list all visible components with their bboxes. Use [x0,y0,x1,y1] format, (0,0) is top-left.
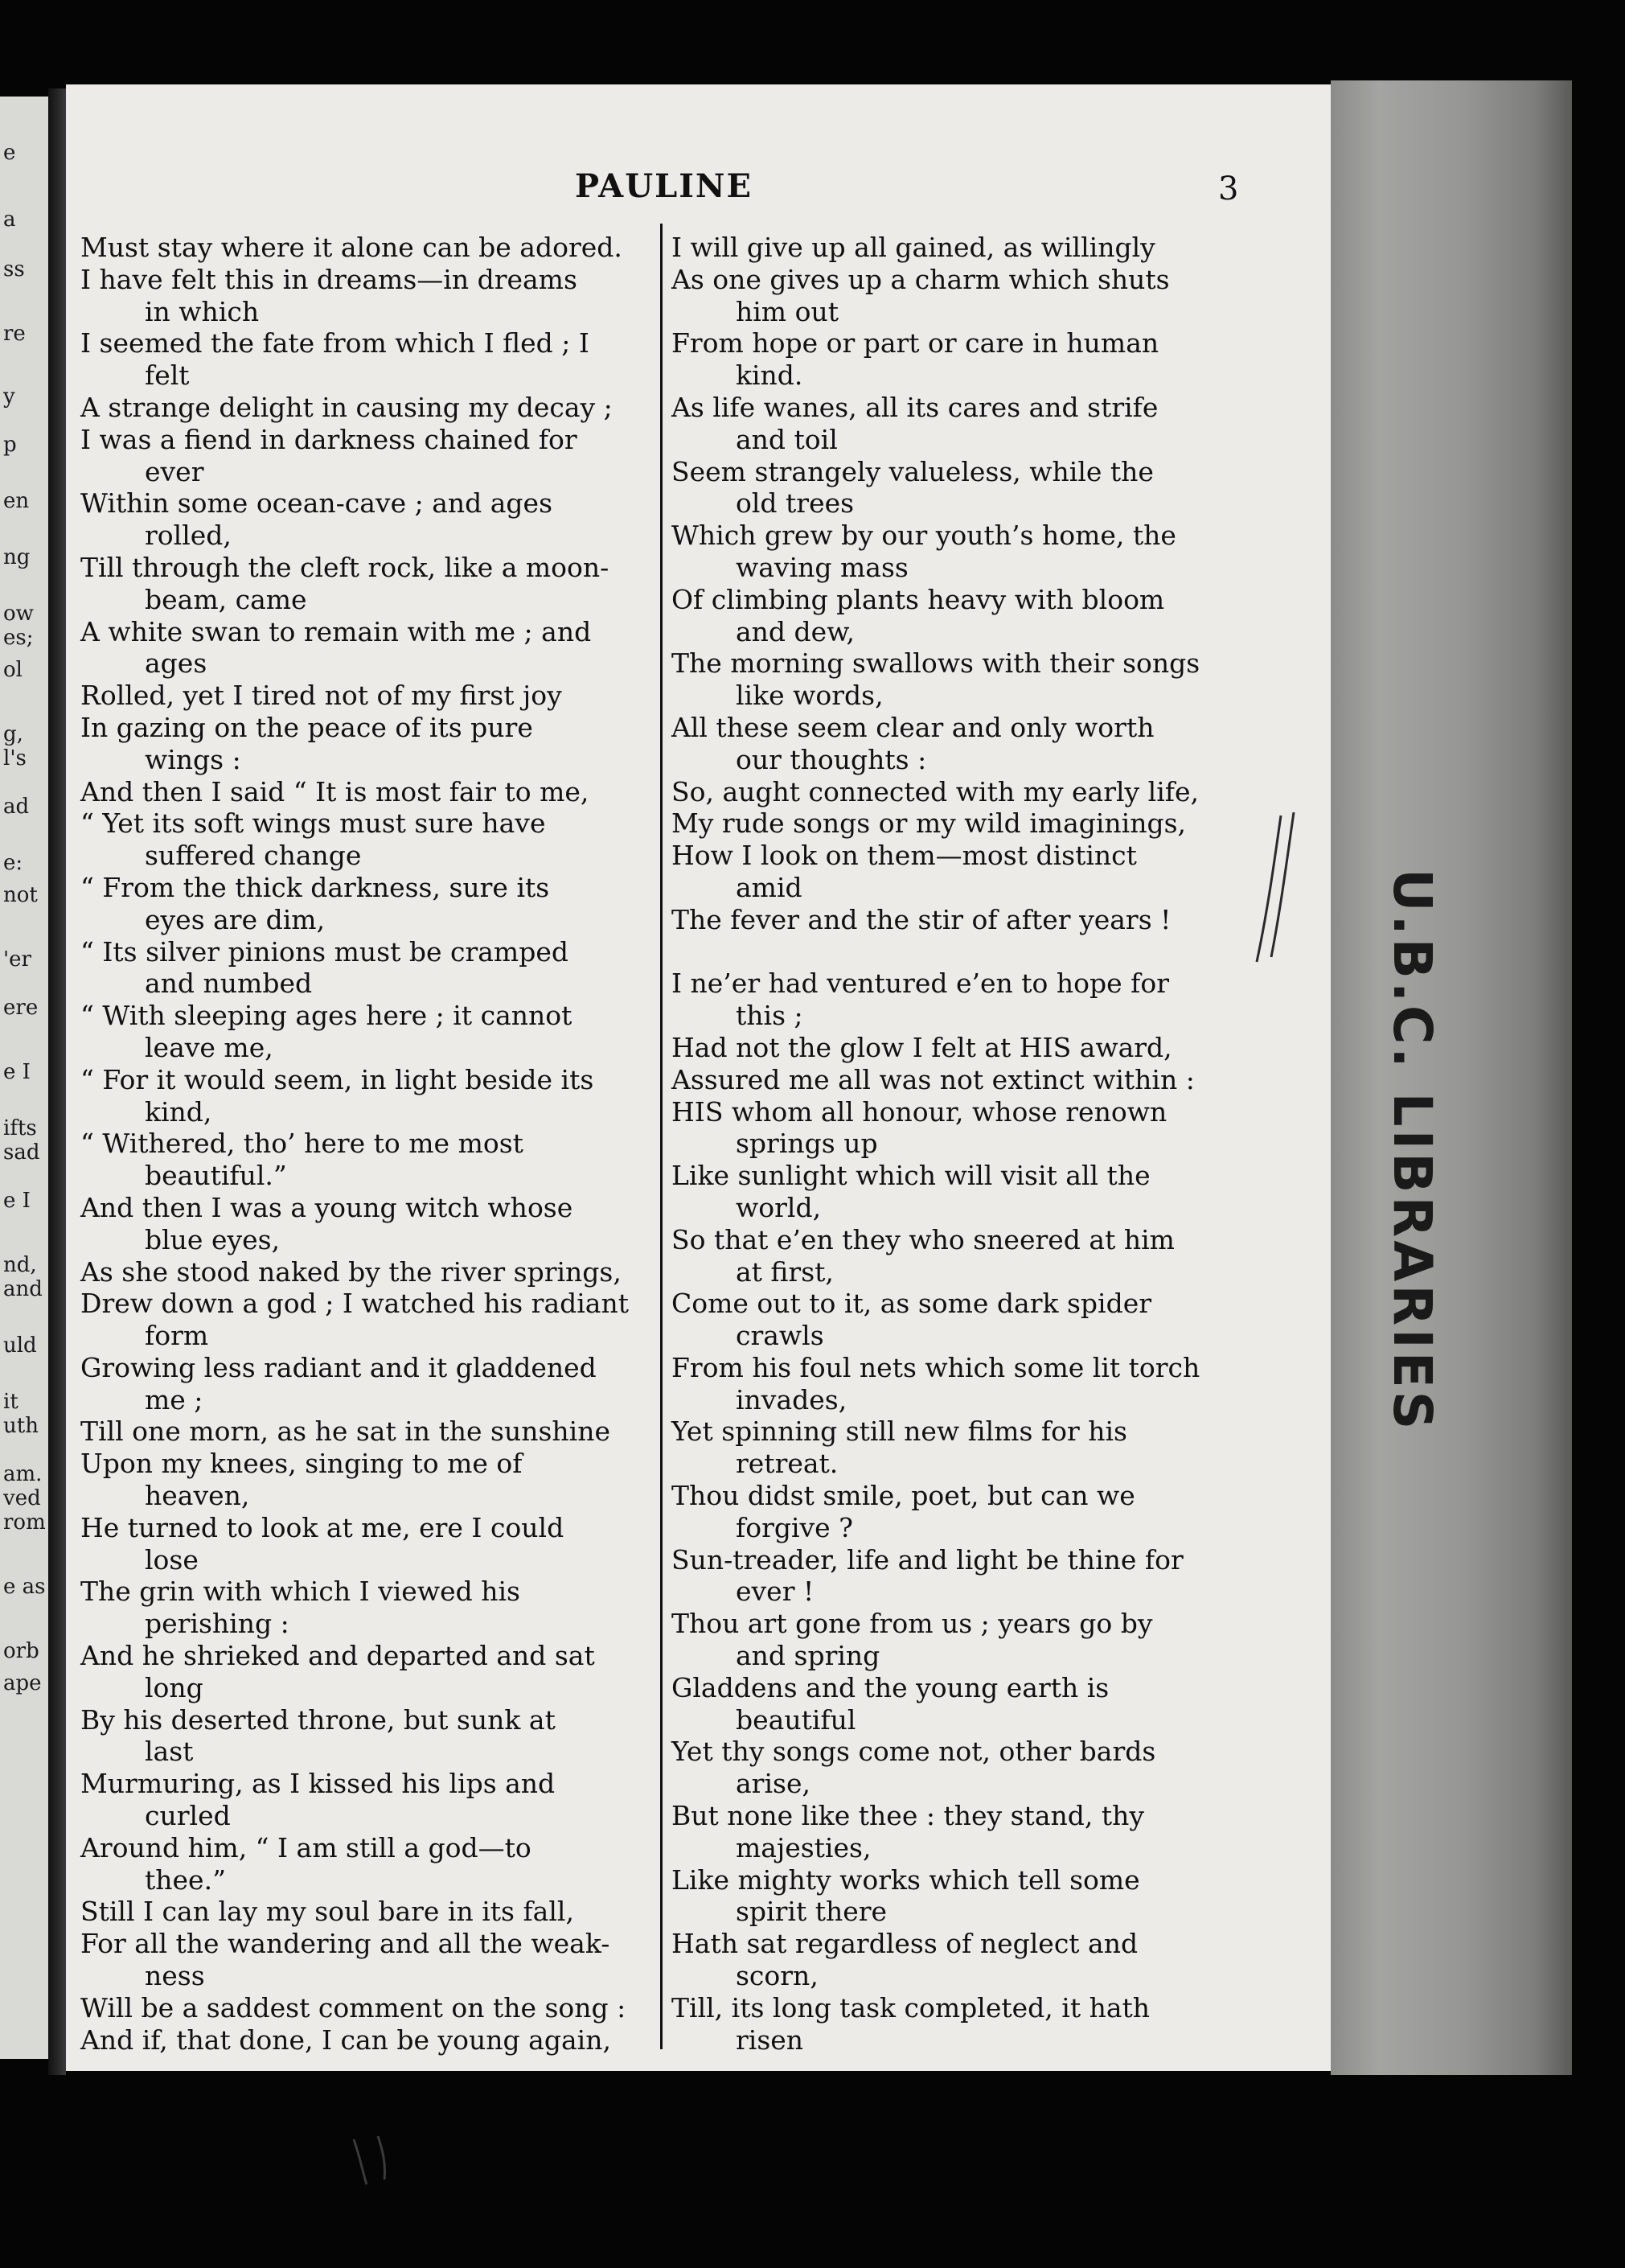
poem-line: last [145,1736,194,1768]
poem-line: waving mass [736,551,909,583]
poem-line: All these seem clear and only worth [671,711,1155,743]
facing-page-text-fragment: 'er [3,947,31,972]
book-gutter [48,88,66,2075]
poem-line: Thou didst smile, poet, but can we [671,1480,1135,1512]
poem-line: ages [145,647,207,680]
poem-line: And if, that done, I can be young again, [80,2024,611,2056]
poem-line: Thou art gone from us ; years go by [671,1608,1153,1640]
poem-line: lose [145,1543,199,1576]
facing-page-text-fragment: ss [3,257,25,281]
poem-line: amid [736,871,802,903]
poem-line: “ Its silver pinions must be cramped [80,935,568,968]
poem-line: Till one morn, as he sat in the sunshine [80,1415,611,1448]
poem-line: Drew down a god ; I watched his radiant [80,1288,629,1320]
poem-line: at first, [736,1255,834,1288]
facing-page-text-fragment: sad [3,1140,40,1165]
poem-line: Must stay where it alone can be adored. [80,232,622,263]
poem-line: heaven, [145,1480,250,1512]
poem-line: this ; [736,1000,803,1032]
poem-line: and toil [736,423,838,455]
facing-page-fragment [0,97,48,2059]
poem-line: Of climbing plants heavy with bloom [671,583,1165,615]
poem-line: Still I can lay my soul bare in its fall, [80,1896,574,1928]
poem-line: I will give up all gained, as willingly [671,232,1155,263]
poem-line: Come out to it, as some dark spider [671,1288,1152,1320]
poem-line: and numbed [145,968,313,1000]
facing-page-text-fragment: and [3,1277,43,1301]
poem-line: Growing less radiant and it gladdened [80,1351,597,1383]
poem-line: spirit there [736,1896,888,1928]
poem-line: “ Withered, tho’ here to me most [80,1128,523,1160]
poem-line: Around him, “ I am still a god—to [80,1831,531,1863]
poem-line: rolled, [145,520,232,552]
poem-line: kind, [145,1095,212,1128]
facing-page-text-fragment: nd, [3,1253,37,1277]
poem-line: crawls [736,1320,824,1352]
poem-line: In gazing on the peace of its pure [80,711,533,743]
poem-line: So that e’en they who sneered at him [671,1223,1175,1255]
poem-line: And then I was a young witch whose [80,1191,573,1223]
poem-line: majesties, [736,1831,872,1863]
facing-page-text-fragment: rom [3,1510,46,1535]
poem-line: And he shrieked and departed and sat [80,1640,595,1672]
facing-page-text-fragment: e [3,141,16,165]
poem-line: retreat. [736,1448,839,1480]
poem-line: My rude songs or my wild imaginings, [671,807,1187,840]
poem-line: Till, its long task completed, it hath [671,1991,1151,2024]
poem-line: The fever and the stir of after years ! [671,903,1172,935]
poem-line: I ne’er had ventured e’en to hope for [671,968,1170,1000]
facing-page-text-fragment: ow [3,602,34,626]
poem-line: beautiful.” [145,1160,287,1192]
poem-line: eyes are dim, [145,903,326,935]
poem-line: wings : [145,743,241,775]
facing-page-text-fragment: uld [3,1333,37,1358]
poem-line: “ From the thick darkness, sure its [80,871,550,903]
poem-line: HIS whom all honour, whose renown [671,1095,1167,1128]
poem-line: Yet thy songs come not, other bards [671,1736,1156,1768]
poem-line: risen [736,2024,804,2056]
facing-page-text-fragment: orb [3,1639,39,1663]
facing-page-text-fragment: ifts [3,1116,37,1140]
library-stamp: U.B.C. LIBRARIES [1381,869,1443,1433]
poem-line: ever ! [736,1576,815,1608]
poem-line: Yet spinning still new films for his [671,1415,1127,1448]
poem-line: and dew, [736,615,856,647]
poem-line: beam, came [145,583,307,615]
poem-line: Murmuring, as I kissed his lips and [80,1768,556,1800]
running-head: PAULINE [575,167,753,205]
poem-line: For all the wandering and all the weak- [80,1928,610,1960]
poem-line: I seemed the fate from which I fled ; I [80,327,589,360]
poem-line: ever [145,455,204,487]
poem-line: The grin with which I viewed his [80,1576,520,1608]
facing-page-text-fragment: ere [3,996,39,1020]
poem-line: Rolled, yet I tired not of my first joy [80,680,562,712]
poem-line: But none like thee : they stand, thy [671,1800,1145,1832]
poem-line: beautiful [736,1703,856,1736]
poem-line: Hath sat regardless of neglect and [671,1928,1139,1960]
facing-page-text-fragment: ved [3,1486,41,1510]
facing-page-text-fragment: ad [3,795,30,819]
facing-page-text-fragment: l's [3,746,27,770]
poem-line: Like sunlight which will visit all the [671,1160,1151,1192]
facing-page-text-fragment: a [3,207,16,232]
facing-page-text-fragment: am. [3,1462,43,1486]
poem-line: I have felt this in dreams—in dreams [80,263,577,295]
facing-page-text-fragment: e as [3,1575,46,1599]
poem-line: A strange delight in causing my decay ; [80,391,613,423]
poem-line: and spring [736,1640,880,1672]
poem-line: He turned to look at me, ere I could [80,1511,564,1543]
poem-line: like words, [736,680,884,712]
facing-page-text-fragment: y [3,384,15,409]
poem-line: Seem strangely valueless, while the [671,455,1154,487]
poem-line: Which grew by our youth’s home, the [671,520,1176,552]
right-column [671,232,1246,2056]
poem-line: How I look on them—most distinct [671,840,1137,872]
poem-line: As one gives up a charm which shuts [671,263,1170,295]
book-spine-edge [1331,80,1572,2075]
poem-line: “ With sleeping ages here ; it cannot [80,1000,572,1032]
poem-line [671,936,1246,968]
poem-line: forgive ? [736,1511,853,1543]
poem-line: old trees [736,487,855,520]
poem-line: So, aught connected with my early life, [671,775,1200,807]
poem-line: him out [736,295,839,327]
poem-line: leave me, [145,1031,273,1063]
poem-line: Within some ocean-cave ; and ages [80,487,553,520]
facing-page-text-fragment: ol [3,658,23,682]
poem-line: As she stood naked by the river springs, [80,1255,622,1288]
poem-line: felt [145,360,190,392]
poem-line: From hope or part or care in human [671,327,1159,360]
poem-line: form [145,1320,209,1352]
page-number: 3 [1218,171,1239,207]
poem-line: From his foul nets which some lit torch [671,1351,1200,1383]
facing-page-text-fragment: e: [3,851,23,875]
facing-page-text-fragment: re [3,322,26,346]
facing-page-text-fragment: en [3,489,30,513]
poem-line: curled [145,1800,231,1832]
poem-line: suffered change [145,840,362,872]
poem-line: long [145,1671,203,1703]
poem-line: Gladdens and the young earth is [671,1671,1110,1703]
facing-page-text-fragment: e I [3,1060,31,1084]
poem-line: As life wanes, all its cares and strife [671,391,1159,423]
poem-line: thee.” [145,1863,226,1896]
facing-page-text-fragment: g, [3,722,23,746]
poem-line: Will be a saddest comment on the song : [80,1991,626,2024]
facing-page-text-fragment: uth [3,1414,39,1438]
poem-line: I was a fiend in darkness chained for [80,423,577,455]
poem-line: And then I said “ It is most fair to me, [80,775,589,807]
poem-line: Upon my knees, singing to me of [80,1448,523,1480]
left-column [80,232,647,2056]
poem-line: me ; [145,1383,203,1415]
poem-line: ness [145,1960,205,1992]
facing-page-text-fragment: ape [3,1671,42,1695]
poem-line: Till through the cleft rock, like a moon- [80,551,609,583]
poem-line: A white swan to remain with me ; and [80,615,592,647]
poem-line: “ Yet its soft wings must sure have [80,807,546,840]
poem-line: scorn, [736,1960,819,1992]
column-divider [660,224,663,2049]
poem-line: Like mighty works which tell some [671,1863,1140,1896]
facing-page-text-fragment: it [3,1390,18,1414]
facing-page-text-fragment: p [3,433,17,457]
poem-line: arise, [736,1768,810,1800]
poem-line: perishing : [145,1608,289,1640]
facing-page-text-fragment: not [3,883,38,907]
poem-line: “ For it would seem, in light beside its [80,1063,594,1095]
poem-line: Sun-treader, life and light be thine for [671,1543,1184,1576]
pencil-margin-mark [1250,812,1299,965]
poem-line: blue eyes, [145,1223,281,1255]
poem-line: The morning swallows with their songs [671,647,1200,680]
poem-line: in which [145,295,260,327]
poem-line: Assured me all was not extinct within : [671,1063,1195,1095]
facing-page-text-fragment: ng [3,545,31,569]
poem-line: world, [736,1191,822,1223]
poem-line: springs up [736,1128,878,1160]
poem-line: our thoughts : [736,743,927,775]
facing-page-text-fragment: es; [3,626,34,650]
poem-line: invades, [736,1383,847,1415]
pencil-scribble-mark [346,2131,402,2188]
poem-line: By his deserted throne, but sunk at [80,1703,556,1736]
poem-line: kind. [736,360,803,392]
poem-line: Had not the glow I felt at HIS award, [671,1031,1172,1063]
facing-page-text-fragment: e I [3,1189,31,1213]
